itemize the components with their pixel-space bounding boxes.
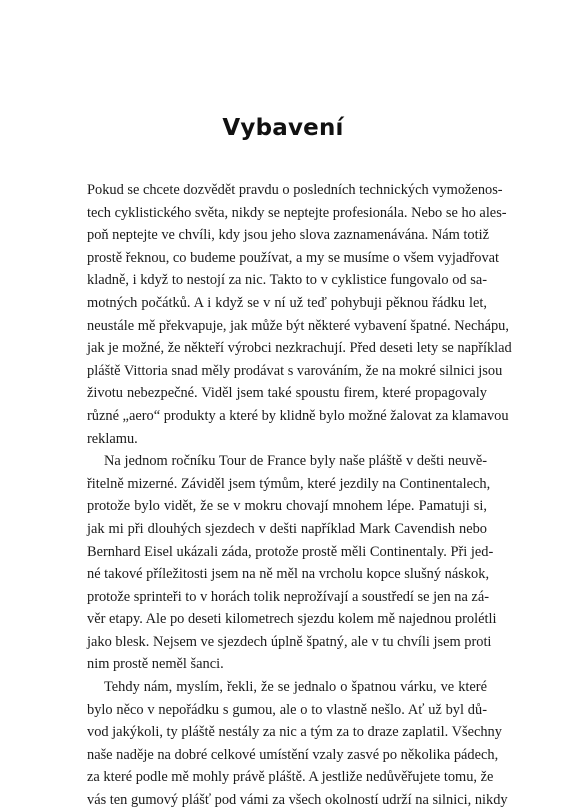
text-line: různé „aero“ produkty a které by klidně bylo možné žalovat za klamavou	[87, 407, 509, 424]
text-line: prostě řeknou, co budeme používat, a my se musíme o všem vyjadřovat	[87, 249, 500, 266]
chapter-title: Vybavení	[222, 115, 344, 141]
text-line: věr etapy. Ale po deseti kilometrech sjezdu kolem mě najednou prolétli	[87, 611, 497, 628]
text-line: reklamu.	[87, 430, 138, 447]
text-line: neustále mě překvapuje, jak může být některé vybavení špatné. Nechápu,	[87, 317, 509, 334]
text-line: bylo něco v nepořádku s gumou, ale o to vlastně nešlo. Ať už byl dů-	[87, 701, 487, 718]
text-line: protože bylo vidět, že se v mokru chovají mnohem lépe. Pamatuji si,	[87, 498, 487, 515]
text-line: naše naděje na dobré celkové umístění vzaly zasvé po několika pádech,	[87, 746, 499, 763]
text-line: protože sprinteři to v horách tolik neprožívají a soustředí se jen na zá-	[87, 588, 490, 605]
text-line: Pokud se chcete dozvědět pravdu o posledních technických vymoženos-	[87, 182, 503, 198]
text-line: Tehdy nám, myslím, řekli, že se jednalo o špatnou várku, ve které	[104, 679, 487, 696]
text-line: vás ten gumový plášť pod vámi za všech okolností udrží na silnici, nikdy	[87, 792, 508, 809]
text-line: Na jednom ročníku Tour de France byly naše pláště v dešti neuvě-	[104, 453, 487, 470]
text-line: kladně, i když to nestojí za nic. Takto to v cyklistice fungovalo od sa-	[87, 272, 487, 289]
text-line: řitelně mizerné. Záviděl jsem týmům, které jezdily na Continentalech,	[87, 475, 491, 492]
paragraph	[87, 179, 512, 450]
text-line: pláště Vittoria snad měly prodávat s varováním, že na mokré silnici jsou	[87, 362, 503, 379]
text-line: motných počátků. A i když se v ní už teď pohybuji pěknou řádku let,	[87, 294, 487, 311]
text-line: tech cyklistického světa, nikdy se neptejte profesionála. Nebo se ho ales-	[87, 204, 507, 221]
chapter-body	[87, 179, 512, 812]
paragraph	[87, 450, 497, 676]
text-line: životu nebezpečné. Viděl jsem také spoustu firem, které propagovaly	[87, 385, 487, 402]
text-line: poň neptejte ve chvíli, kdy jsou jeho slova zaznamenávána. Nám totiž	[87, 227, 490, 244]
text-line: za které podle mě mohly právě pláště. A jestliže nedůvěřujete tomu, že	[87, 769, 494, 786]
text-line: né takové příležitosti jsem na ně měl na vrcholu kopce slušný náskok,	[87, 566, 490, 583]
text-line: vod jakýkoli, ty pláště nestály za nic a tým za to draze zaplatil. Všechny	[87, 724, 502, 741]
text-line: jako blesk. Nejsem ve sjezdech úplně špatný, ale v tu chvíli jsem proti	[87, 633, 492, 650]
text-line: nim prostě neměl šanci.	[87, 656, 224, 673]
text-line: jak mi při dlouhých sjezdech v dešti například Mark Cavendish nebo	[87, 520, 487, 537]
text-line: Bernhard Eisel ukázali záda, protože prostě měli Continentaly. Při jed-	[87, 543, 494, 560]
text-line: jak je možné, že někteří výrobci nezkrachují. Před deseti lety se například	[87, 340, 512, 357]
paragraph	[87, 676, 508, 812]
